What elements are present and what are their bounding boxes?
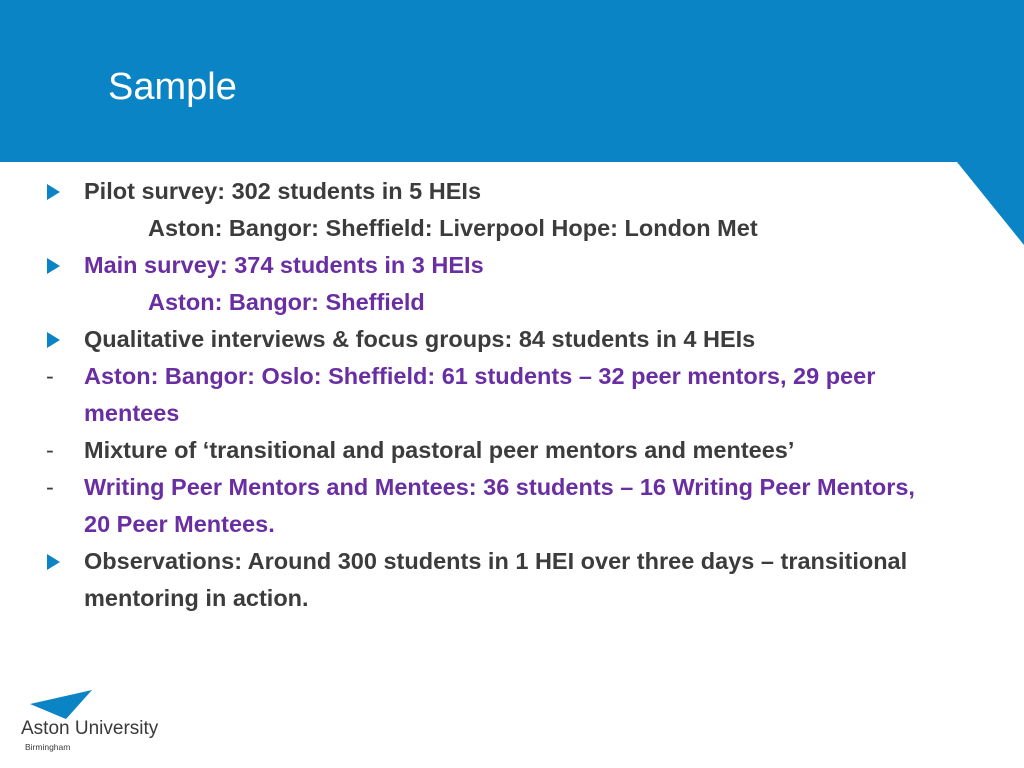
bullet-text: Observations: Around 300 students in 1 HEI over three days – transitional mentoring in action. [84, 548, 908, 611]
dash-bullet-icon: - [46, 363, 54, 389]
bullet-text: Pilot survey: 302 students in 5 HEIs [84, 178, 482, 204]
logo-triangle-icon [30, 688, 100, 720]
bullet-text: Main survey: 374 students in 3 HEIs [84, 252, 484, 278]
triangle-bullet-icon [44, 173, 72, 210]
dash-item [44, 469, 944, 543]
dash-bullet-icon: - [46, 437, 54, 463]
bullet-item [44, 321, 944, 358]
bullet-item [44, 173, 944, 210]
bullet-subline [44, 284, 944, 321]
slide-title: Sample [108, 66, 237, 108]
bullet-text: Mixture of ‘transitional and pastoral peer mentors and mentees’ [84, 437, 795, 463]
bullet-subline [44, 210, 944, 247]
logo-name: Aston University [21, 718, 159, 739]
bullet-list [44, 173, 944, 617]
aston-university-logo [18, 688, 198, 758]
bullet-text: Aston: Bangor: Sheffield [148, 289, 425, 315]
bullet-text: Writing Peer Mentors and Mentees: 36 students – 16 Writing Peer Mentors, 20 Peer Mentees. [84, 474, 915, 537]
logo-city: Birmingham [25, 742, 71, 752]
dash-bullet-icon: - [46, 474, 54, 500]
triangle-bullet-icon [44, 247, 72, 284]
bullet-item [44, 543, 944, 617]
bullet-text: Aston: Bangor: Sheffield: Liverpool Hope: London Met [148, 215, 758, 241]
triangle-bullet-icon [44, 321, 72, 358]
dash-item [44, 432, 944, 469]
bullet-text: Aston: Bangor: Oslo: Sheffield: 61 students – 32 peer mentors, 29 peer mentees [84, 363, 876, 426]
triangle-bullet-icon [44, 543, 72, 580]
dash-item [44, 358, 944, 432]
bullet-text: Qualitative interviews & focus groups: 84 students in 4 HEIs [84, 326, 756, 352]
bullet-item [44, 247, 944, 284]
